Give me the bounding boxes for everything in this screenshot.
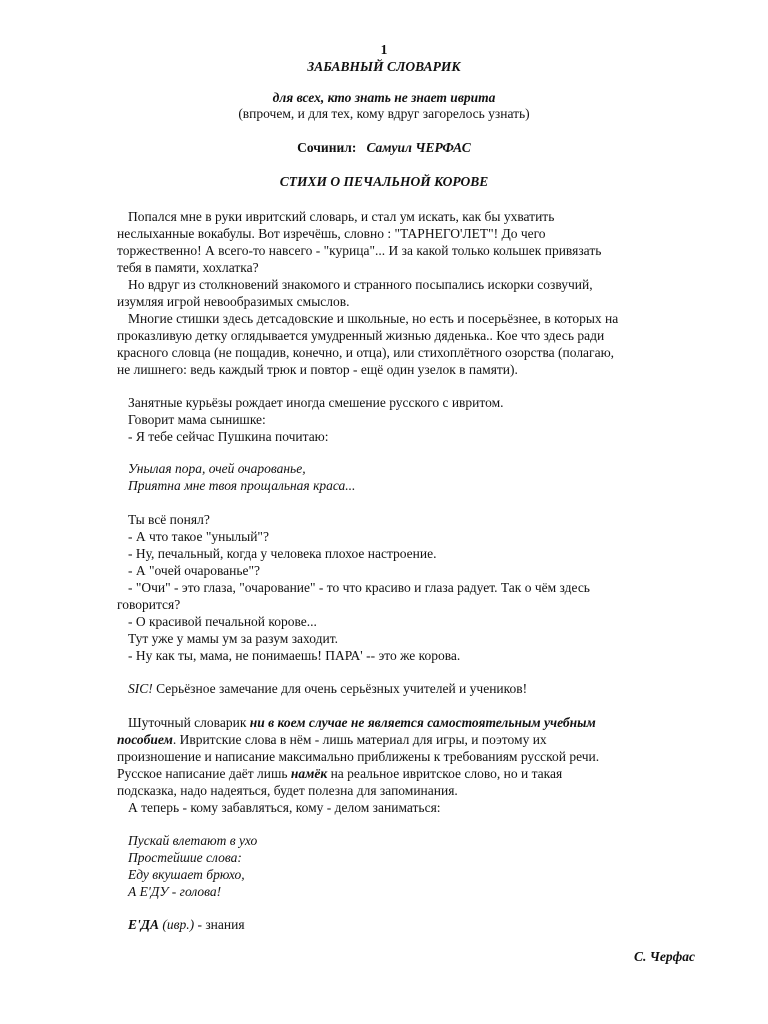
note-line bbox=[117, 765, 562, 782]
section-title: СТИХИ О ПЕЧАЛЬНОЙ КОРОВЕ bbox=[279, 174, 489, 189]
signature: С. Черфас bbox=[633, 949, 695, 964]
intro-line: торжественно! А всего-то навсего - "курица"... И за какой только кольшек привязать bbox=[117, 243, 602, 258]
dialogue-line: - "Очи" - это глаза, "очарование" - то что красиво и глаза радует. Так о чём здесь bbox=[128, 580, 590, 595]
dialogue-line: - А что такое "унылый"? bbox=[128, 529, 269, 544]
dialogue-line: Тут уже у мамы ум за разум заходит. bbox=[128, 631, 338, 646]
dialogue-line: - Ну как ты, мама, не понимаешь! ПАРА' -- это же корова. bbox=[128, 648, 461, 663]
note-emphasis: пособием bbox=[117, 732, 173, 747]
poem-line: Пускай влетают в ухо bbox=[128, 833, 258, 848]
sic-text: Серьёзное замечание для очень серьёзных учителей и учеников! bbox=[152, 681, 528, 696]
note-line: произношение и написание максимально приближены к требованиям русской речи. bbox=[117, 749, 600, 764]
intro-line: Многие стишки здесь детсадовские и школьные, но есть и посерьёзнее, в которых на bbox=[128, 311, 619, 326]
note-text: Шуточный словарик bbox=[128, 715, 250, 730]
intro-line: красного словца (не пощадив, конечно, и отца), или стихоплётного озорства (полагаю, bbox=[117, 345, 615, 360]
entry-tag: (ивр.) bbox=[158, 917, 195, 932]
poem-line: Еду вкушает брюхо, bbox=[128, 867, 245, 882]
dialogue-line: - А "очей очарованье"? bbox=[128, 563, 261, 578]
poem-line: Унылая пора, очей очарованье, bbox=[128, 461, 306, 476]
poem-line: А Е'ДУ - голова! bbox=[128, 884, 222, 899]
dialogue-line: Ты всё понял? bbox=[128, 512, 210, 527]
entry-meaning: - знания bbox=[194, 917, 245, 932]
page-number: 1 bbox=[380, 42, 388, 57]
dialogue-intro-line: Занятные курьёзы рождает иногда смешение русского с ивритом. bbox=[128, 395, 504, 410]
sic-line bbox=[128, 680, 527, 697]
note-line: подсказка, надо надеяться, будет полезна для запоминания. bbox=[117, 783, 458, 798]
note-emphasis: ни в коем случае не является самостоятельным учебным bbox=[249, 715, 596, 730]
intro-line: не лишнего: ведь каждый трюк и повтор - ещё один узелок в памяти). bbox=[117, 362, 518, 377]
note-text: на реальное ивритское слово, но и такая bbox=[327, 766, 563, 781]
sic-label: SIC! bbox=[128, 681, 153, 696]
author-line bbox=[0, 140, 768, 156]
note-text: . Ивритские слова в нём - лишь материал для игры, и поэтому их bbox=[172, 732, 547, 747]
doc-subtitle: для всех, кто знать не знает иврита bbox=[272, 90, 496, 105]
note-line: А теперь - кому забавляться, кому - делом заниматься: bbox=[128, 800, 441, 815]
author-label: Сочинил: bbox=[297, 140, 357, 155]
intro-line: неслыханные вокабулы. Вот изречёшь, словно : "ТАРНЕГО'ЛЕТ"! До чего bbox=[117, 226, 546, 241]
intro-line: Но вдруг из столкновений знакомого и странного посыпались искорки созвучий, bbox=[128, 277, 593, 292]
note-line bbox=[117, 731, 547, 748]
intro-line: Попался мне в руки ивритский словарь, и стал ум искать, как бы ухватить bbox=[128, 209, 555, 224]
dialogue-line: - Ну, печальный, когда у человека плохое настроение. bbox=[128, 546, 437, 561]
intro-line: проказливую детку оглядывается умудренный жизнью дяденька.. Кое что здесь ради bbox=[117, 328, 605, 343]
intro-line: тебя в памяти, хохлатка? bbox=[117, 260, 259, 275]
doc-subtitle-note: (впрочем, и для тех, кому вдруг загорелось узнать) bbox=[238, 106, 530, 121]
note-emphasis: намёк bbox=[290, 766, 328, 781]
dialogue-line: - О красивой печальной корове... bbox=[128, 614, 317, 629]
dictionary-entry bbox=[128, 916, 245, 933]
entry-word: Е'ДА bbox=[128, 917, 159, 932]
dialogue-intro-line: Говорит мама сынишке: bbox=[128, 412, 266, 427]
note-text: Русское написание даёт лишь bbox=[117, 766, 291, 781]
note-line bbox=[128, 714, 596, 731]
intro-line: изумляя игрой невообразимых смыслов. bbox=[117, 294, 350, 309]
author-name: Самуил ЧЕРФАС bbox=[366, 140, 471, 155]
dialogue-intro-line: - Я тебе сейчас Пушкина почитаю: bbox=[128, 429, 329, 444]
poem-line: Приятна мне твоя прощальная краса... bbox=[128, 478, 356, 493]
poem-line: Простейшие слова: bbox=[128, 850, 242, 865]
doc-title: ЗАБАВНЫЙ СЛОВАРИК bbox=[307, 59, 461, 74]
dialogue-line: говорится? bbox=[117, 597, 181, 612]
